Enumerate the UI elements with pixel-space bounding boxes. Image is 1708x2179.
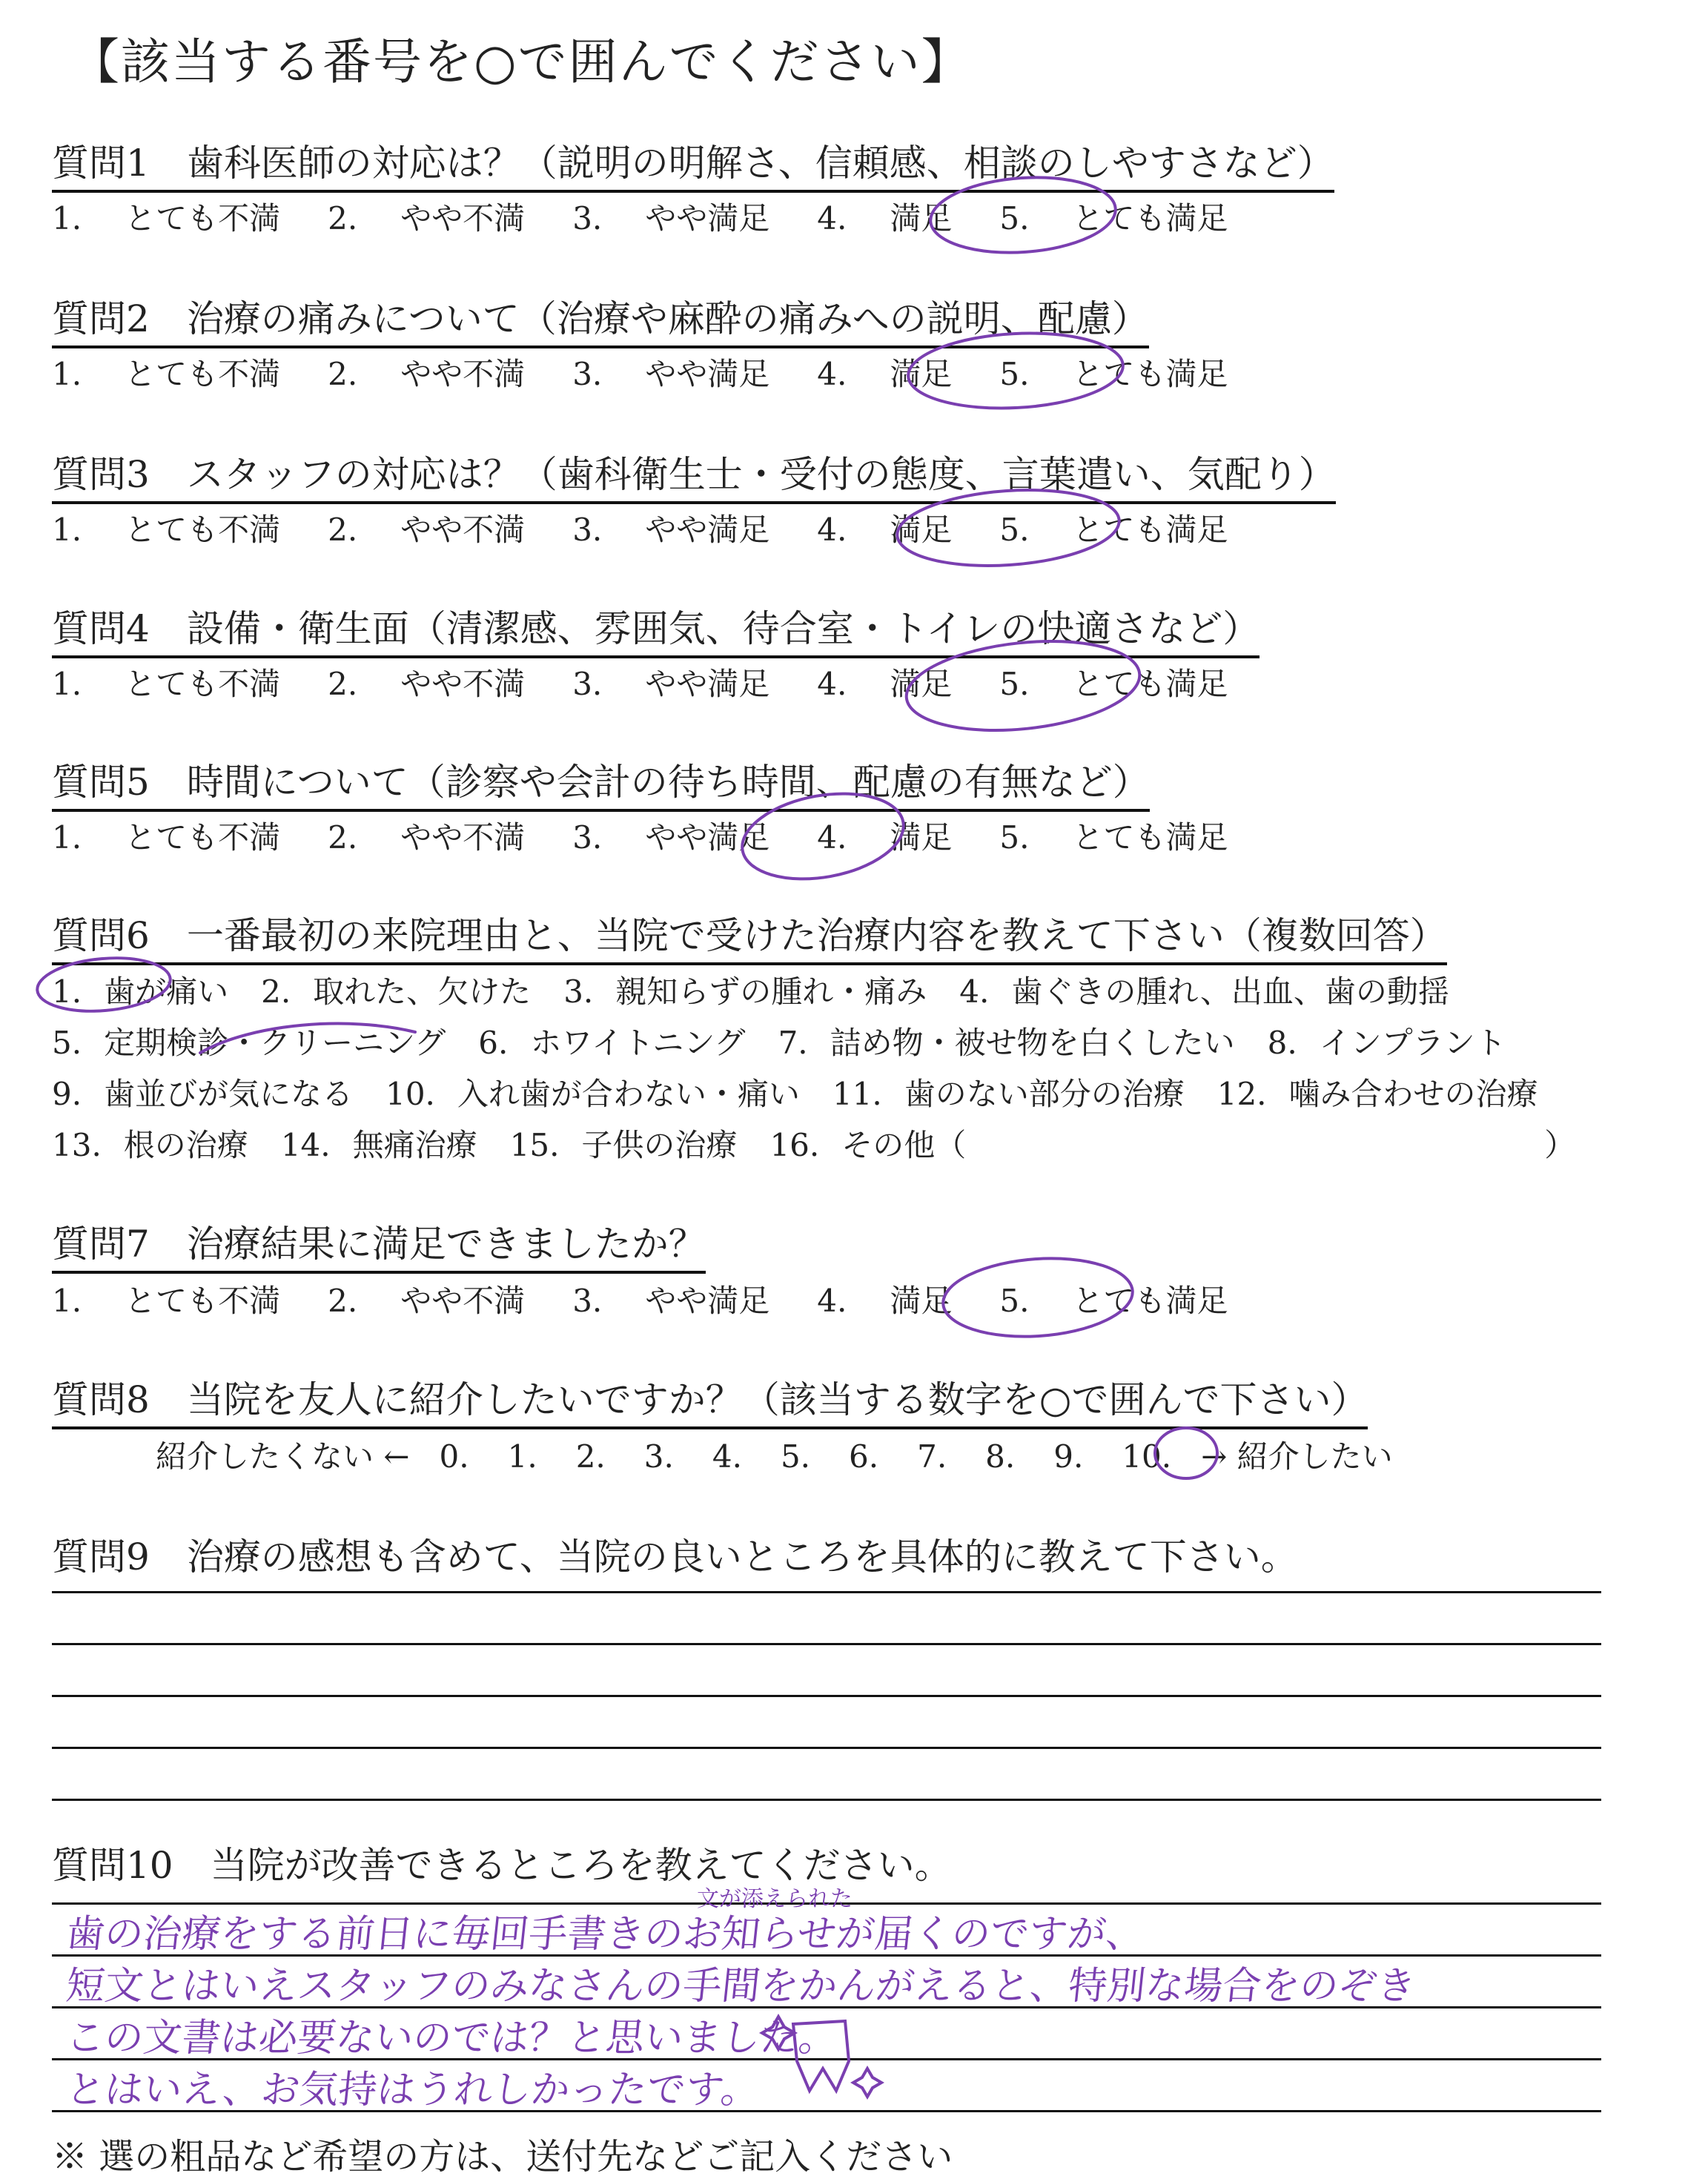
question-text: 時間について（診察や会計の待ち時間、配慮の有無など）: [186, 761, 1150, 804]
opt-label[interactable]: 満足: [890, 512, 953, 548]
opt-number[interactable]: 3.: [572, 666, 603, 702]
opt-label[interactable]: とても満足: [1072, 819, 1228, 856]
answer-line[interactable]: [52, 1591, 1601, 1593]
question-number: 質問2: [52, 297, 150, 340]
opt-label[interactable]: やや満足: [645, 1283, 770, 1319]
opt-label[interactable]: 満足: [890, 1283, 953, 1319]
answer-line[interactable]: [52, 1799, 1601, 1801]
opt-label[interactable]: やや不満: [400, 819, 526, 856]
opt-number[interactable]: 1.: [52, 666, 82, 702]
opt-number[interactable]: 9.: [52, 1076, 82, 1112]
handwritten-line-1: 歯の治療をする前日に毎回手書きのお知らせが届くのですが、: [64, 1912, 1148, 1957]
opt-label[interactable]: 歯ぐきの腫れ、出血、歯の動揺: [1011, 973, 1449, 1010]
opt-label[interactable]: とても不満: [125, 666, 281, 702]
opt-number[interactable]: 4.: [817, 512, 847, 548]
q6-options-row-1[interactable]: [52, 968, 1449, 1012]
opt-number[interactable]: 6.: [478, 1025, 509, 1061]
opt-label[interactable]: とても満足: [1072, 356, 1228, 392]
q6-options-row-4[interactable]: [52, 1121, 1575, 1165]
opt-number[interactable]: 5.: [999, 1283, 1030, 1319]
opt-number[interactable]: 4.: [959, 973, 990, 1010]
opt-number[interactable]: 2.: [328, 1283, 358, 1319]
opt-number[interactable]: 2.: [328, 819, 358, 856]
question-5: [52, 753, 1150, 812]
opt-number[interactable]: 12.: [1217, 1076, 1267, 1112]
opt-number[interactable]: 10.: [385, 1076, 435, 1112]
question-text: 一番最初の来院理由と、当院で受けた治療内容を教えて下さい（複数回答）: [186, 914, 1447, 957]
footer-note: ※ 選の粗品など希望の方は、送付先などご記入ください: [52, 2136, 953, 2178]
opt-label[interactable]: ホワイトニング: [530, 1025, 746, 1061]
opt-label[interactable]: とても満足: [1072, 666, 1228, 702]
question-number: 質問4: [52, 607, 150, 650]
question-text: 当院を友人に紹介したいですか？（該当する数字を○で囲んで下さい）: [186, 1378, 1368, 1421]
scale-number[interactable]: 8.: [985, 1438, 1016, 1475]
handwritten-insert-note: 文が添えられた: [697, 1886, 853, 1912]
sparkle-icon: [853, 2069, 881, 2097]
opt-label[interactable]: 歯が痛い: [104, 973, 229, 1010]
opt-label[interactable]: とても満足: [1072, 200, 1228, 237]
opt-number[interactable]: 2.: [328, 666, 358, 702]
opt-number[interactable]: 5.: [999, 356, 1030, 392]
question-1: [52, 133, 1334, 193]
q6-options-row-3[interactable]: [52, 1070, 1538, 1114]
question-text: 治療結果に満足できましたか？: [186, 1223, 706, 1266]
scale-number[interactable]: 7.: [917, 1438, 947, 1475]
scale-right-label: → 紹介したい: [1201, 1438, 1393, 1475]
opt-number[interactable]: 1.: [52, 973, 82, 1010]
question-number: 質問6: [52, 914, 150, 957]
scale-left-label: 紹介したくない ←: [156, 1438, 410, 1475]
opt-label[interactable]: 無痛治療: [352, 1127, 477, 1163]
opt-number[interactable]: 3.: [572, 1283, 603, 1319]
opt-number[interactable]: 2.: [261, 973, 291, 1010]
opt-label[interactable]: やや満足: [645, 666, 770, 702]
opt-label[interactable]: とても不満: [125, 200, 281, 237]
opt-label[interactable]: 親知らずの腫れ・痛み: [615, 973, 927, 1010]
q7-options[interactable]: [52, 1277, 1228, 1321]
scale-number[interactable]: 5.: [780, 1438, 811, 1475]
question-text: 治療の痛みについて（治療や麻酔の痛みへの説明、配慮）: [186, 297, 1149, 340]
opt-label[interactable]: 入れ歯が合わない・痛い: [457, 1076, 800, 1112]
opt-number[interactable]: 3.: [563, 973, 594, 1010]
opt-other-close: ）: [1544, 1127, 1576, 1163]
opt-number[interactable]: 2.: [328, 200, 358, 237]
opt-number[interactable]: 5.: [999, 512, 1030, 548]
opt-number[interactable]: 3.: [572, 819, 603, 856]
opt-number[interactable]: 3.: [572, 356, 603, 392]
handwritten-line-3: この文書は必要ないのでは？と思いました。: [64, 2016, 840, 2060]
opt-number[interactable]: 5.: [999, 200, 1030, 237]
question-number: 質問3: [52, 453, 150, 496]
opt-label[interactable]: 根の治療: [123, 1127, 248, 1163]
scale-number[interactable]: 4.: [712, 1438, 742, 1475]
opt-label[interactable]: 満足: [890, 819, 953, 856]
answer-line[interactable]: [52, 1695, 1601, 1697]
opt-number[interactable]: 4.: [817, 819, 847, 856]
opt-label[interactable]: 歯並びが気になる: [104, 1076, 354, 1112]
question-4: [52, 599, 1260, 658]
opt-number[interactable]: 7.: [778, 1025, 808, 1061]
opt-label[interactable]: とても不満: [125, 819, 281, 856]
opt-number[interactable]: 1.: [52, 356, 82, 392]
handwritten-line-4: とはいえ、お気持はうれしかったです。: [64, 2068, 762, 2112]
question-7: [52, 1214, 706, 1274]
scale-number[interactable]: 1.: [507, 1438, 537, 1475]
question-6: [52, 906, 1447, 965]
opt-number[interactable]: 2.: [328, 512, 358, 548]
question-number: 質問7: [52, 1223, 150, 1266]
opt-label[interactable]: 詰め物・被せ物を白くしたい: [830, 1025, 1235, 1061]
question-number: 質問1: [52, 142, 150, 185]
opt-number[interactable]: 1.: [52, 1283, 82, 1319]
answer-line[interactable]: [52, 1747, 1601, 1749]
opt-number[interactable]: 4.: [817, 666, 847, 702]
opt-label[interactable]: やや不満: [400, 356, 526, 392]
q3-options[interactable]: [52, 506, 1228, 550]
opt-label[interactable]: 歯のない部分の治療: [904, 1076, 1185, 1112]
opt-number[interactable]: 5.: [999, 819, 1030, 856]
question-3: [52, 445, 1336, 504]
opt-label[interactable]: とても不満: [125, 356, 281, 392]
q4-options[interactable]: [52, 660, 1228, 704]
opt-label[interactable]: やや満足: [645, 356, 770, 392]
opt-number[interactable]: 5.: [52, 1025, 82, 1061]
question-text: 設備・衛生面（清潔感、雰囲気、待合室・トイレの快適さなど）: [186, 607, 1260, 650]
question-number: 質問9: [52, 1535, 150, 1578]
opt-label-other[interactable]: その他（: [841, 1127, 967, 1163]
scale-number[interactable]: 2.: [575, 1438, 606, 1475]
scale-number[interactable]: 10.: [1122, 1438, 1172, 1475]
opt-number[interactable]: 13.: [52, 1127, 102, 1163]
opt-number[interactable]: 2.: [328, 356, 358, 392]
handwritten-line-2: 短文とはいえスタッフのみなさんの手間をかんがえると、特別な場合をのぞき: [64, 1964, 1418, 2008]
opt-number[interactable]: 15.: [509, 1127, 560, 1163]
opt-label[interactable]: とても不満: [125, 1283, 281, 1319]
opt-label[interactable]: 噛み合わせの治療: [1288, 1076, 1538, 1112]
scale-number[interactable]: 6.: [849, 1438, 879, 1475]
opt-label[interactable]: インプラント: [1319, 1025, 1506, 1061]
opt-number[interactable]: 4.: [817, 200, 847, 237]
opt-number[interactable]: 16.: [769, 1127, 820, 1163]
opt-label[interactable]: やや不満: [400, 512, 526, 548]
opt-number[interactable]: 14.: [280, 1127, 331, 1163]
q6-options-row-2[interactable]: [52, 1019, 1506, 1063]
opt-number[interactable]: 4.: [817, 1283, 847, 1319]
opt-number[interactable]: 8.: [1267, 1025, 1297, 1061]
question-number: 質問8: [52, 1378, 150, 1421]
opt-number[interactable]: 1.: [52, 200, 82, 237]
question-text: 治療の感想も含めて、当院の良いところを具体的に教えて下さい。: [186, 1535, 1298, 1578]
opt-label[interactable]: やや不満: [400, 666, 526, 702]
opt-label[interactable]: やや不満: [400, 1283, 526, 1319]
opt-label[interactable]: やや満足: [645, 200, 770, 237]
opt-number[interactable]: 1.: [52, 512, 82, 548]
question-text: スタッフの対応は？（歯科衛生士・受付の態度、言葉遣い、気配り）: [186, 453, 1336, 496]
scale-number[interactable]: 3.: [643, 1438, 674, 1475]
opt-label[interactable]: 満足: [890, 200, 953, 237]
q1-options[interactable]: [52, 194, 1228, 239]
question-9: [52, 1527, 1298, 1581]
page-heading: 【該当する番号を○で囲んでください】: [70, 33, 972, 90]
opt-label[interactable]: 満足: [890, 666, 953, 702]
opt-number[interactable]: 1.: [52, 819, 82, 856]
opt-label[interactable]: とても不満: [125, 512, 281, 548]
opt-label[interactable]: とても満足: [1072, 1283, 1228, 1319]
q5-options[interactable]: [52, 813, 1228, 858]
opt-label[interactable]: やや満足: [645, 512, 770, 548]
opt-label[interactable]: やや不満: [400, 200, 526, 237]
question-number: 質問10: [52, 1844, 173, 1887]
question-8: [52, 1370, 1368, 1429]
opt-number[interactable]: 11.: [832, 1076, 882, 1112]
opt-label[interactable]: 定期検診・クリーニング: [104, 1025, 446, 1061]
opt-number[interactable]: 3.: [572, 512, 603, 548]
opt-label[interactable]: とても満足: [1072, 512, 1228, 548]
question-number: 質問5: [52, 761, 150, 804]
opt-number[interactable]: 5.: [999, 666, 1030, 702]
question-text: 当院が改善できるところを教えてください。: [210, 1844, 952, 1887]
question-text: 歯科医師の対応は？（説明の明解さ、信頼感、相談のしやすさなど）: [186, 142, 1334, 185]
opt-number[interactable]: 4.: [817, 356, 847, 392]
opt-number[interactable]: 3.: [572, 200, 603, 237]
answer-line[interactable]: [52, 1643, 1601, 1645]
scale-number[interactable]: 0.: [439, 1438, 469, 1475]
q2-options[interactable]: [52, 350, 1228, 394]
opt-label[interactable]: やや満足: [645, 819, 770, 856]
opt-label[interactable]: 満足: [890, 356, 953, 392]
scale-number[interactable]: 9.: [1053, 1438, 1084, 1475]
q8-scale[interactable]: [156, 1432, 1393, 1477]
question-2: [52, 289, 1149, 348]
opt-label[interactable]: 子供の治療: [581, 1127, 738, 1163]
opt-label[interactable]: 取れた、欠けた: [313, 973, 532, 1010]
